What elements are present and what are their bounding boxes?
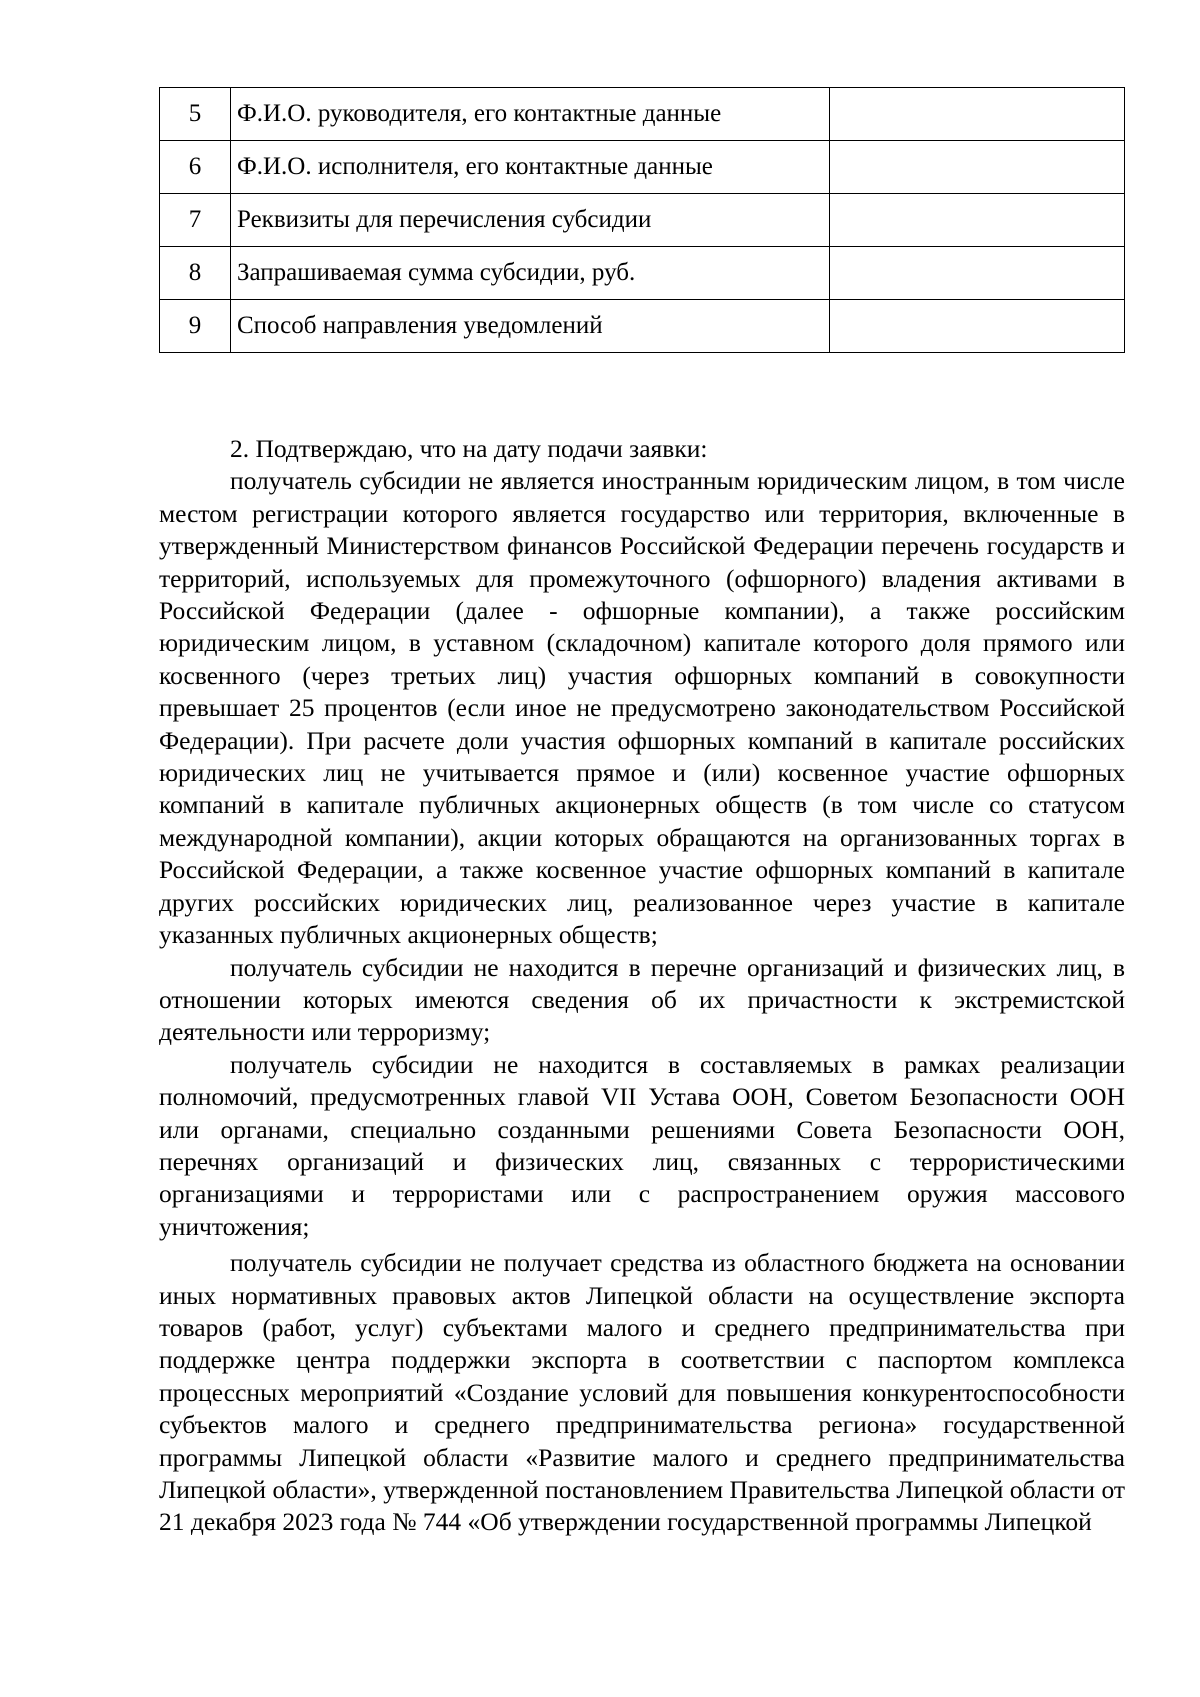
row-number: 5 [160,88,231,141]
confirmation-section [159,433,1125,1539]
section-heading: 2. Подтверждаю, что на дату подачи заявки: [230,434,708,463]
row-value-cell[interactable] [830,88,1125,141]
row-label: Ф.И.О. исполнителя, его контактные данные [231,141,830,194]
paragraph-extremism: получатель субсидии не находится в перечне организаций и физических лиц, в отношении которых имеются сведения об их причастности к экстремистской деятельности или терроризму; [159,952,1125,1047]
paragraph-offshore: получатель субсидии не является иностранным юридическим лицом, в том числе местом регистрации которого является государство или территория, включенные в утвержденный Министерством финансов Российской Федерации перечень государств и территорий, используемых для промежуточного (офшорного) владения активами в Российской Федерации (далее - офшорные компании), а также российским юридическим лицом, в уставном (складочном) капитале которого доля прямого или косвенного (через третьих лиц) участия офшорных компаний в совокупности превышает 25 процентов (если иное не предусмотрено законодательством Российской Федерации). При расчете доли участия офшорных компаний в капитале российских юридических лиц не учитывается прямое и (или) косвенное участие офшорных компаний в капитале публичных акционерных обществ (в том числе со статусом международной компании), акции которых обращаются на организованных торгах в Российской Федерации, а также косвенное участие офшорных компаний в капитале других российских юридических лиц, реализованное через участие в капитале указанных публичных акционерных обществ; [159,466,1125,950]
row-number: 9 [160,300,231,353]
application-form-table [159,87,1125,353]
row-number: 6 [160,141,231,194]
row-label: Способ направления уведомлений [231,300,830,353]
row-value-cell[interactable] [830,194,1125,247]
row-value-cell[interactable] [830,141,1125,194]
table-row [160,247,1125,300]
row-label: Ф.И.О. руководителя, его контактные данные [231,88,830,141]
row-number: 8 [160,247,231,300]
row-value-cell[interactable] [830,247,1125,300]
table-row [160,300,1125,353]
row-label: Реквизиты для перечисления субсидии [231,194,830,247]
row-value-cell[interactable] [830,300,1125,353]
table-row [160,194,1125,247]
row-number: 7 [160,194,231,247]
paragraph-un-sanctions: получатель субсидии не находится в составляемых в рамках реализации полномочий, предусмотренных главой VII Устава ООН, Советом Безопасности ООН или органами, специально созданными решениями Совета Безопасности ООН, перечнях организаций и физических лиц, связанных с террористическими организациями и террористами или с распространением оружия массового уничтожения; [159,1049,1125,1241]
paragraph-regional-budget: получатель субсидии не получает средства из областного бюджета на основании иных нормативных правовых актов Липецкой области на осуществление экспорта товаров (работ, услуг) субъектами малого и среднего предпринимательства при поддержке центра поддержки экспорта в соответствии с паспортом комплекса процессных мероприятий «Создание условий для повышения конкурентоспособности субъектов малого и среднего предпринимательства региона» государственной программы Липецкой области «Развитие малого и среднего предпринимательства Липецкой области», утвержденной постановлением Правительства Липецкой области от 21 декабря 2023 года № 744 «Об утверждении государственной программы Липецкой [159,1248,1125,1537]
row-label: Запрашиваемая сумма субсидии, руб. [231,247,830,300]
table-row [160,141,1125,194]
table-row [160,88,1125,141]
